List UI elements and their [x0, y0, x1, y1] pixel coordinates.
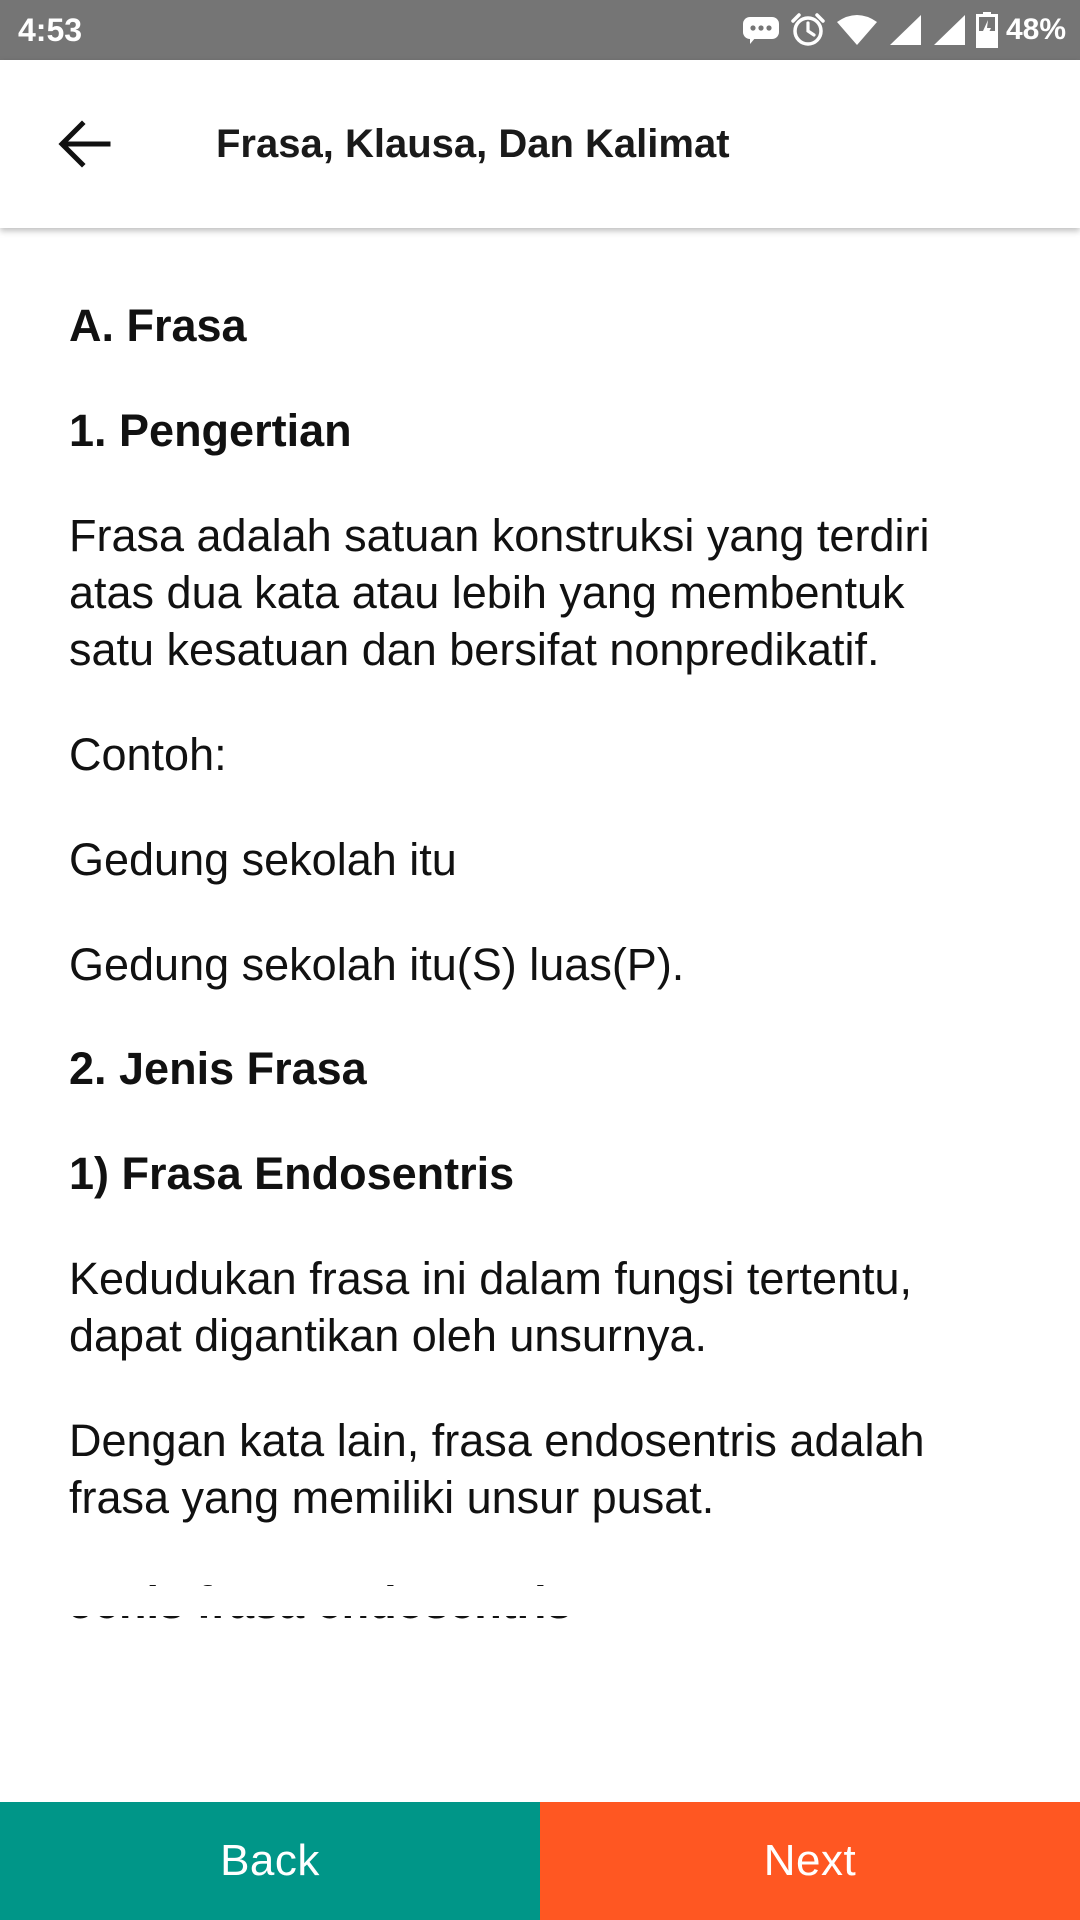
example-text-1: Gedung sekolah itu — [69, 834, 457, 885]
section-heading: A. Frasa — [69, 300, 247, 351]
example-text-2: Gedung sekolah itu(S) luas(P). — [69, 939, 685, 990]
definition-line-3: satu kesatuan dan bersifat nonpredikatif. — [69, 624, 880, 675]
wifi-icon — [836, 14, 878, 46]
status-bar — [0, 0, 1080, 60]
arrow-left-icon[interactable] — [56, 116, 112, 172]
signal-icon — [932, 14, 966, 46]
endosentris-line-2: dapat digantikan oleh unsurnya. — [69, 1310, 707, 1361]
subsection-heading-jenis: 2. Jenis Frasa — [69, 1043, 367, 1094]
page-title: Frasa, Klausa, Dan Kalimat — [216, 122, 730, 166]
battery-percent: 48% — [1005, 13, 1066, 46]
bottom-navigation — [0, 1802, 1080, 1920]
app-bar — [0, 60, 1080, 228]
content-clip — [0, 1586, 1080, 1616]
subsection-heading-endosentris: 1) Frasa Endosentris — [69, 1148, 515, 1199]
battery-icon — [976, 12, 998, 48]
content-scroll-area[interactable] — [0, 228, 1080, 1588]
endosentris-line-3: Dengan kata lain, frasa endosentris adalah — [69, 1415, 925, 1466]
endosentris-line-4: frasa yang memiliki unsur pusat. — [69, 1472, 715, 1523]
status-time: 4:53 — [18, 12, 83, 48]
status-icons — [732, 9, 1066, 51]
signal-icon — [888, 14, 922, 46]
message-icon — [742, 15, 780, 45]
back-button[interactable]: Back — [0, 1802, 540, 1920]
alarm-icon — [790, 12, 826, 48]
definition-line-2: atas dua kata atau lebih yang membentuk — [69, 567, 905, 618]
subsection-heading-pengertian: 1. Pengertian — [69, 405, 352, 456]
endosentris-line-1: Kedudukan frasa ini dalam fungsi tertentu, — [69, 1253, 913, 1304]
next-button[interactable]: Next — [540, 1802, 1080, 1920]
definition-line-1: Frasa adalah satuan konstruksi yang terdiri — [69, 510, 930, 561]
example-label: Contoh: — [69, 729, 227, 780]
